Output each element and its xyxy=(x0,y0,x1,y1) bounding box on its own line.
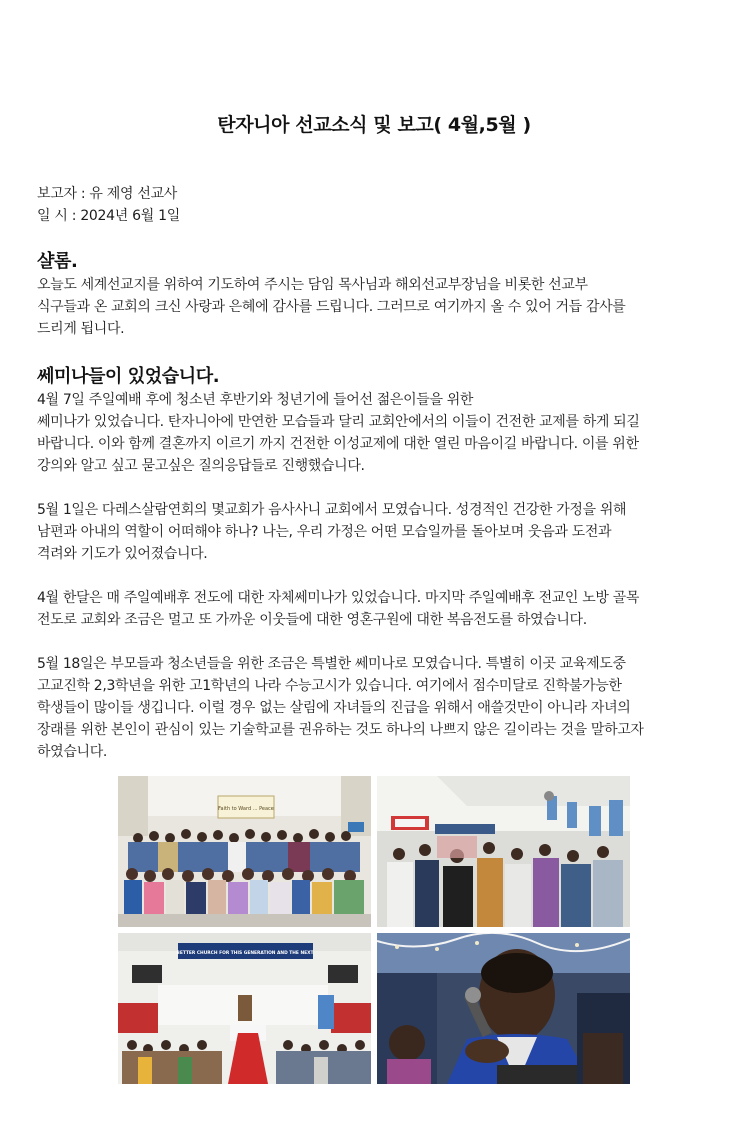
banner-text: BETTER CHURCH FOR THIS GENERATION AND THE NEXT xyxy=(176,951,314,956)
banner-text: Faith to Ward ... Peace xyxy=(218,806,274,812)
text-line: 바랍니다. 이와 함께 결혼까지 이르기 까지 건전한 이성교제에 대한 열린 마음이길 바랍니다. 이를 위한 xyxy=(37,436,639,452)
text-line: 5월 1일은 다레스살람연회의 몇교회가 음사사니 교회에서 모였습니다. 성경적인 건강한 가정을 위해 xyxy=(37,502,627,518)
greeting-section xyxy=(37,250,717,340)
group-photo xyxy=(118,776,371,927)
seminar-section xyxy=(37,365,717,763)
date-line: 일 시 : 2024년 6월 1일 xyxy=(37,208,180,224)
greeting-paragraph xyxy=(37,274,717,340)
text-line: 오늘도 세계선교지를 위하여 기도하여 주시는 담임 목사님과 해외선교부장님을 비롯한 선교부 xyxy=(37,277,588,293)
seminar-paragraph-4 xyxy=(37,653,717,763)
text-line: 쎄미나가 있었습니다. 탄자니아에 만연한 모습들과 달리 교회안에서의 이들이 건전한 교제를 하게 되길 xyxy=(37,414,640,430)
seminar-heading: 쎄미나들이 있었습니다. xyxy=(37,366,220,387)
text-line: 고교진학 2,3학년을 위한 고1학년의 나라 수능고시가 있습니다. 여기에서 점수미달로 진학불가능한 xyxy=(37,678,622,694)
text-line: 격려와 기도가 있어졌습니다. xyxy=(37,546,208,562)
text-line: 학생들이 많이들 생깁니다. 이럴 경우 없는 살림에 자녀들의 진급을 위해서 애쓸것만이 아니라 자녀의 xyxy=(37,700,631,716)
seminar-paragraph-3 xyxy=(37,587,717,631)
church-interior-photo xyxy=(377,776,630,927)
text-line: 드리게 됩니다. xyxy=(37,321,125,337)
speaker-photo xyxy=(377,933,630,1084)
text-line: 식구들과 온 교회의 크신 사랑과 은혜에 감사를 드립니다. 그러므로 여기까지 올 수 있어 거듭 감사를 xyxy=(37,299,626,315)
seminar-paragraph-2 xyxy=(37,499,717,565)
text-line: 4월 한달은 매 주일예배후 전도에 대한 자체쎄미나가 있었습니다. 마지막 주일예배후 전교인 노방 골목 xyxy=(37,590,639,606)
text-line: 남편과 아내의 역할이 어떠해야 하나? 나는, 우리 가정은 어떤 모습일까를 돌아보며 웃음과 도전과 xyxy=(37,524,612,540)
text-line: 장래를 위한 본인이 관심이 있는 기술학교를 권유하는 것도 하나의 나쁘지 않은 길이라는 것을 말하고자 xyxy=(37,722,644,738)
text-line: 강의와 알고 싶고 묻고싶은 질의응답들로 진행했습니다. xyxy=(37,458,365,474)
church-stage-photo xyxy=(118,933,371,1084)
page-title: 탄자니아 선교소식 및 보고( 4월,5월 ) xyxy=(217,114,531,136)
text-line: 전도로 교회와 조금은 멀고 또 가까운 이웃들에 대한 영혼구원에 대한 복음전도를 하였습니다. xyxy=(37,612,587,628)
text-line: 하였습니다. xyxy=(37,744,107,760)
text-line: 5월 18일은 부모들과 청소년들을 위한 조금은 특별한 쎄미나로 모였습니다. 특별히 이곳 교육제도중 xyxy=(37,656,626,672)
reporter-line: 보고자 : 유 제영 선교사 xyxy=(37,186,178,202)
text-line: 4월 7일 주일예배 후에 청소년 후반기와 청년기에 들어선 젊은이들을 위한 xyxy=(37,392,474,408)
photo-grid xyxy=(118,776,630,1084)
report-meta xyxy=(37,183,180,227)
greeting-heading: 샬롬. xyxy=(37,251,78,272)
seminar-paragraph-1 xyxy=(37,389,717,477)
